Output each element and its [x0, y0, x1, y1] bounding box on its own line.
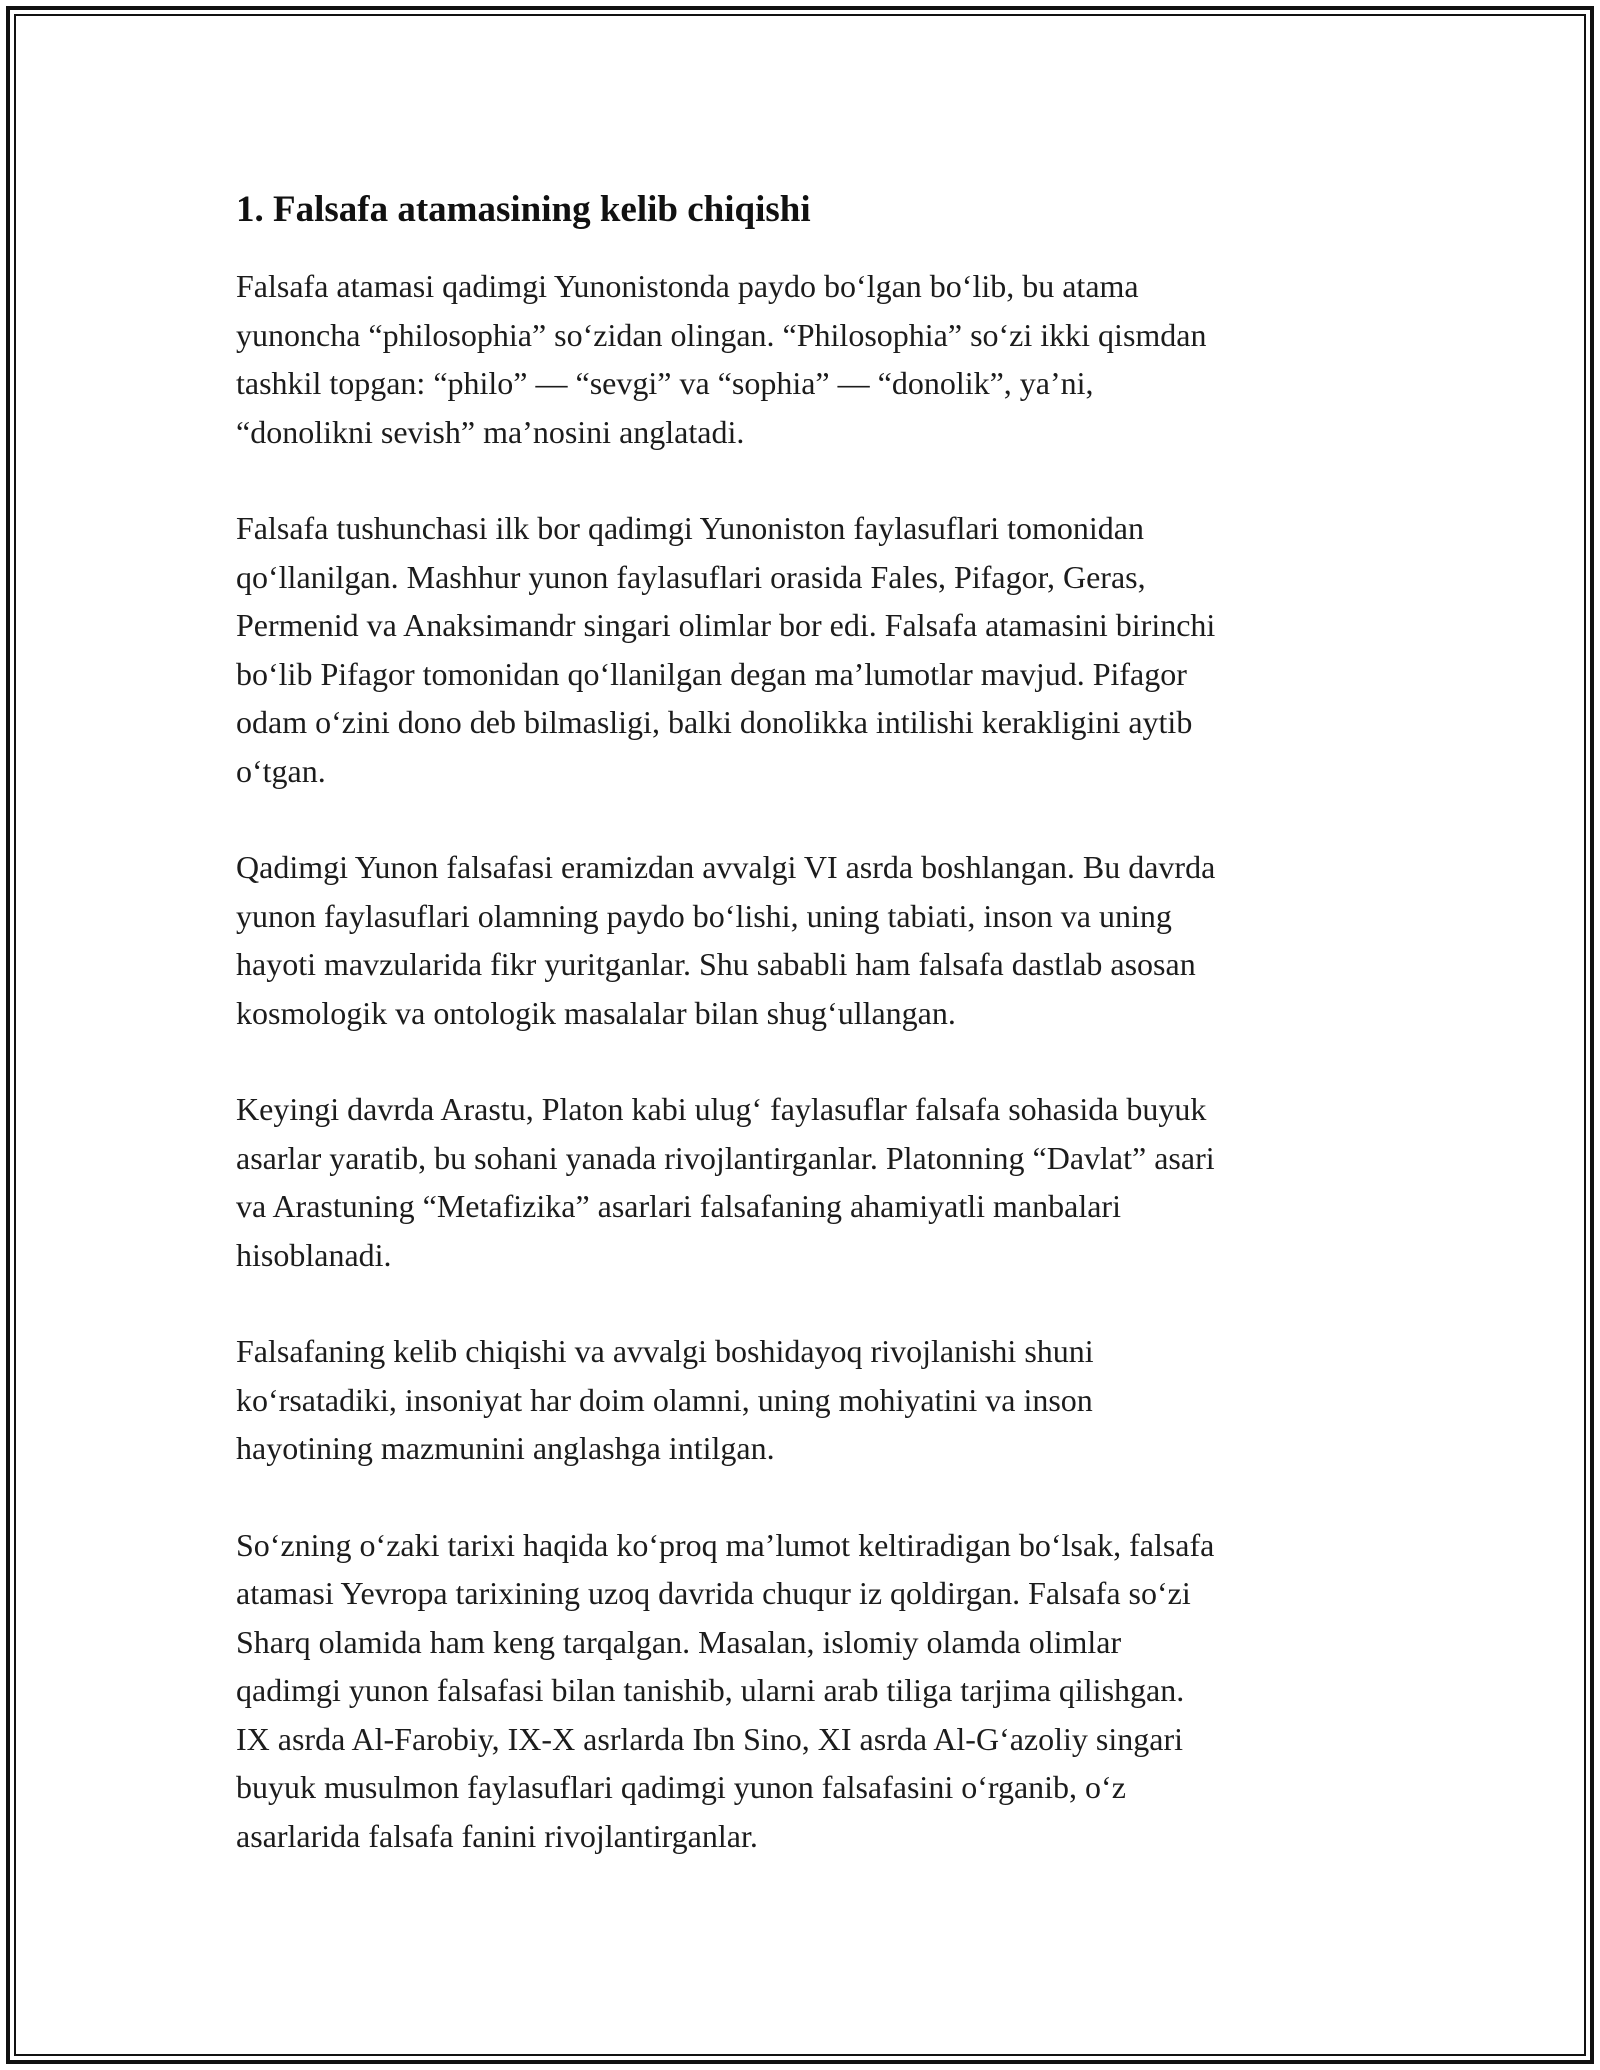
paragraph-line: atamasi Yevropa tarixining uzoq davrida chuqur iz qoldirgan. Falsafa so‘zi [236, 1575, 1191, 1611]
paragraph-line: bo‘lib Pifagor tomonidan qo‘llanilgan degan ma’lumotlar mavjud. Pifagor [236, 655, 1187, 692]
paragraph-line: Falsafaning kelib chiqishi va avvalgi boshidayoq rivojlanishi shuni [236, 1333, 1094, 1369]
paragraph-line: So‘zning o‘zaki tarixi haqida ko‘proq ma’lumot keltiradigan bo‘lsak, falsafa [236, 1526, 1215, 1563]
paragraph-line: yunoncha “philosophia” so‘zidan olingan. “Philosophia” so‘zi ikki qismdan [236, 316, 1207, 353]
paragraph-line: Qadimgi Yunon falsafasi eramizdan avvalgi VI asrda boshlangan. Bu davrda [236, 849, 1216, 885]
paragraph-line: yunon faylasuflari olamning paydo bo‘lishi, uning tabiati, inson va uning [236, 897, 1172, 934]
paragraph-line: IX asrda Al-Farobiy, IX-X asrlarda Ibn Sino, XI asrda Al-G‘azoliy singari [236, 1720, 1183, 1757]
paragraph-line: hayoti mavzularida fikr yuritganlar. Shu sababli ham falsafa dastlab asosan [236, 946, 1196, 982]
paragraph-line: odam o‘zini dono deb bilmasligi, balki donolikka intilishi kerakligini aytib [236, 704, 1193, 740]
paragraph-line: va Arastuning “Metafizika” asarlari falsafaning ahamiyatli manbalari [236, 1188, 1121, 1224]
paragraph-line: tashkil topgan: “philo” — “sevgi” va “sophia” — “donolik”, ya’ni, [236, 365, 1094, 401]
paragraph-line: hisoblanadi. [236, 1236, 392, 1273]
section-heading: 1. Falsafa atamasining kelib chiqishi [236, 189, 811, 230]
paragraph-line: qo‘llanilgan. Mashhur yunon faylasuflari orasida Fales, Pifagor, Geras, [236, 558, 1146, 595]
paragraph-line: kosmologik va ontologik masalalar bilan shug‘ullangan. [236, 994, 956, 1031]
paragraph-line: Falsafa tushunchasi ilk bor qadimgi Yunoniston faylasuflari tomonidan [236, 510, 1144, 546]
paragraph-line: Permenid va Anaksimandr singari olimlar bor edi. Falsafa atamasini birinchi [236, 607, 1216, 643]
paragraph-2 [236, 504, 1386, 795]
paragraph-line: buyuk musulmon faylasuflari qadimgi yunon falsafasini o‘rganib, o‘z [236, 1769, 1126, 1805]
paragraph-line: Keyingi davrda Arastu, Platon kabi ulug‘ faylasuflar falsafa sohasida buyuk [236, 1091, 1207, 1127]
paragraph-line: “donolikni sevish” ma’nosini anglatadi. [236, 413, 745, 450]
paragraph-line: Sharq olamida ham keng tarqalgan. Masalan, islomiy olamda olimlar [236, 1623, 1122, 1660]
paragraph-line: asarlar yaratib, bu sohani yanada rivojlantirganlar. Platonning “Davlat” asari [236, 1139, 1215, 1176]
paragraph-1 [236, 262, 1386, 456]
paragraph-5 [236, 1327, 1386, 1473]
paragraph-line: Falsafa atamasi qadimgi Yunonistonda paydo bo‘lgan bo‘lib, bu atama [236, 268, 1139, 304]
paragraph-line: qadimgi yunon falsafasi bilan tanishib, ularni arab tiliga tarjima qilishgan. [236, 1672, 1185, 1708]
paragraph-line: o‘tgan. [236, 752, 326, 789]
paragraph-4 [236, 1085, 1386, 1279]
paragraph-line: asarlarida falsafa fanini rivojlantirganlar. [236, 1817, 758, 1854]
paragraph-line: ko‘rsatadiki, insoniyat har doim olamni, uning mohiyatini va inson [236, 1381, 1093, 1418]
paragraph-line: hayotining mazmunini anglashga intilgan. [236, 1430, 775, 1466]
paragraph-3 [236, 843, 1386, 1037]
paragraph-6 [236, 1521, 1386, 1861]
document-body [236, 186, 1386, 1908]
